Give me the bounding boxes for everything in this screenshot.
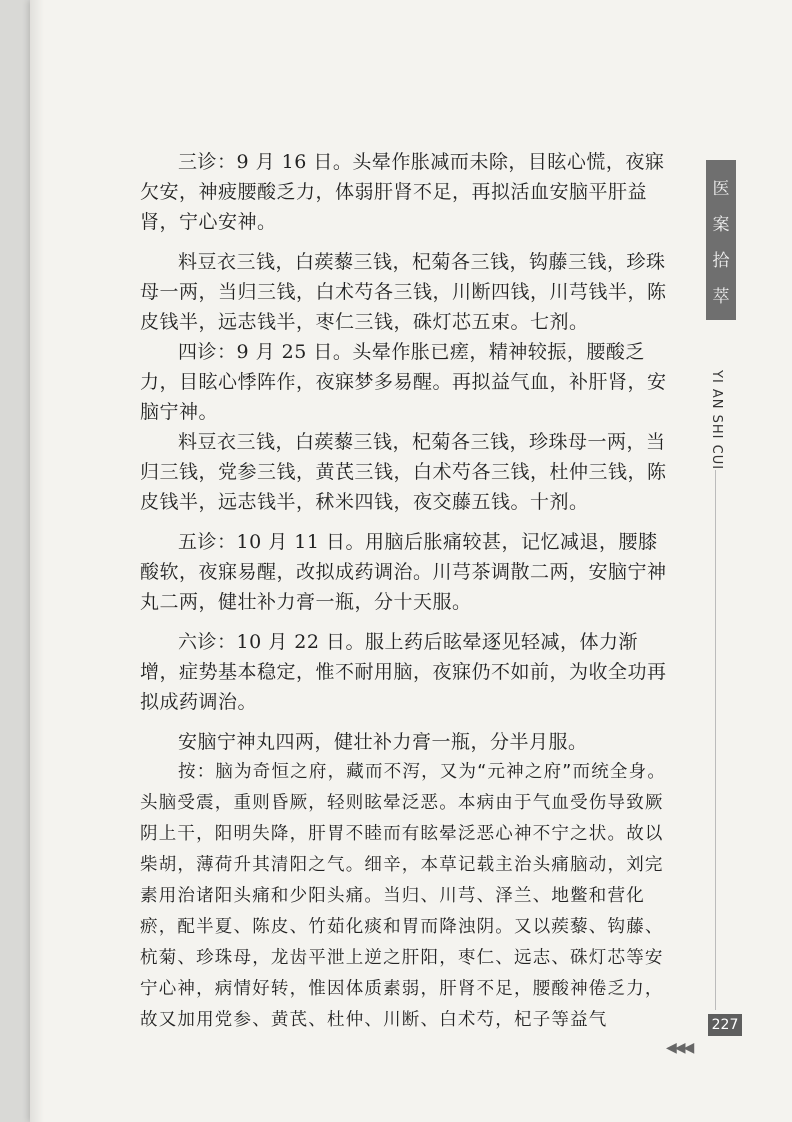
paragraph-third-visit: 三诊：9 月 16 日。头晕作胀减而未除，目眩心慌，夜寐欠安，神疲腰酸乏力，体弱肝肾不足，再拟活血安脑平肝益肾，宁心安神。 xyxy=(140,151,665,233)
body-text xyxy=(140,147,668,1036)
nav-arrows-icon: ◀◀◀ xyxy=(666,1040,693,1056)
section-tab xyxy=(706,160,736,320)
section-tab-char: 萃 xyxy=(712,286,730,307)
paragraph-prescription-2: 料豆衣三钱，白蒺藜三钱，杞菊各三钱，珍珠母一两，当归三钱，党参三钱，黄芪三钱，白术芍各三钱，杜仲三钱，陈皮钱半，远志钱半，秫米四钱，夜交藤五钱。十剂。 xyxy=(140,431,667,513)
paragraph-sixth-visit: 六诊：10 月 22 日。服上药后眩晕逐见轻减，体力渐增，症势基本稳定，惟不耐用脑，夜寐仍不如前，为收全功再拟成药调治。 xyxy=(140,631,667,713)
section-tab-char: 案 xyxy=(712,214,730,235)
side-divider xyxy=(715,470,716,1010)
paragraph-fifth-visit: 五诊：10 月 11 日。用脑后胀痛较甚，记忆减退，腰膝酸软，夜寐易醒，改拟成药调治。川芎茶调散二两，安脑宁神丸二两，健壮补力膏一瓶，分十天服。 xyxy=(140,531,667,613)
section-tab-char: 医 xyxy=(712,178,730,199)
paragraph-prescription-3: 安脑宁神丸四两，健壮补力膏一瓶，分半月服。 xyxy=(178,731,588,753)
section-tab-char: 拾 xyxy=(712,250,730,271)
paragraph-commentary: 按：脑为奇恒之府，藏而不泻，又为“元神之府”而统全身。头脑受震，重则昏厥，轻则眩晕泛恶。本病由于气血受伤导致厥阴上干，阳明失降，肝胃不睦而有眩晕泛恶心神不宁之状。故以柴胡，薄荷升其清阳之气。细辛，本草记载主治头痛脑动，刘完素用治诸阳头痛和少阳头痛。当归、川芎、泽兰、地鳖和营化瘀，配半夏、陈皮、竹茹化痰和胃而降浊阴。又以蒺藜、钩藤、杭菊、珍珠母，龙齿平泄上逆之肝阳，枣仁、远志、硃灯芯等安宁心神，病情好转，惟因体质素弱，肝肾不足，腰酸神倦乏力，故又加用党参、黄芪、杜仲、川断、白术芍，杞子等益气 xyxy=(140,762,667,1030)
paragraph-fourth-visit: 四诊：9 月 25 日。头晕作胀已瘥，精神较振，腰酸乏力，目眩心悸阵作，夜寐梦多易醒。再拟益气血，补肝肾，安脑宁神。 xyxy=(140,341,667,423)
gutter-shadow xyxy=(30,0,44,1122)
paragraph-prescription-1: 料豆衣三钱，白蒺藜三钱，杞菊各三钱，钩藤三钱，珍珠母一两，当归三钱，白术芍各三钱，川断四钱，川芎钱半，陈皮钱半，远志钱半，枣仁三钱，硃灯芯五束。七剂。 xyxy=(140,251,667,333)
page-number: 227 xyxy=(708,1014,742,1036)
section-pinyin: YI AN SHI CUI xyxy=(709,370,724,471)
